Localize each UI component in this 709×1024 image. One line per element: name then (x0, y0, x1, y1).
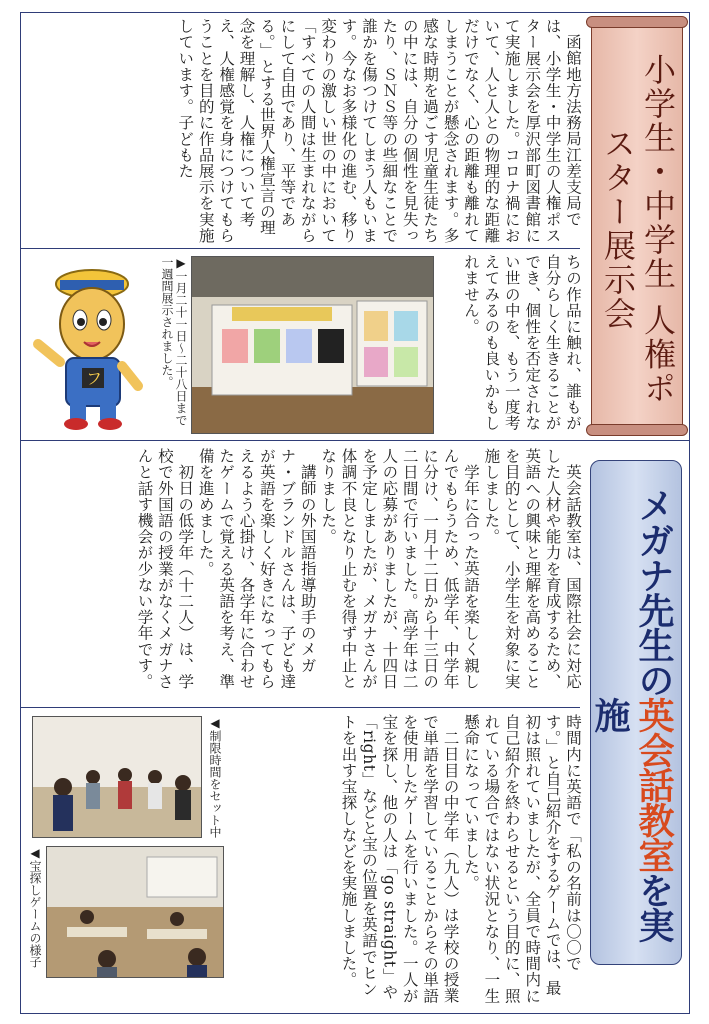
photo-poster (394, 311, 418, 341)
mascot-leg-left (70, 404, 86, 420)
article2-body-bottom (226, 714, 583, 1004)
classroom-photo-2-drawing (47, 847, 224, 978)
photo-poster (286, 329, 312, 363)
photo-person-head (54, 778, 72, 796)
article1-body-top (28, 18, 583, 246)
article2-paragraph-3: 講師の外国語指導助手のメガナ・ブランドルさんは、子ども達が英語を楽しく好きになってもらえるよう心掛け、各学年に合わせたゲームで覚える英語を考え、準備を進めました。 (196, 448, 317, 690)
photo-person-head (80, 910, 94, 924)
photo-person-head (148, 770, 162, 784)
photo-person-head (175, 775, 191, 791)
photo-poster (364, 311, 388, 341)
photo-desk (147, 929, 207, 939)
article1-paragraph-continued: ちの作品に触れ、誰もが自分らしく生きることができ、個性を否定されない世の中を、もう一度考えてみるのも良いかもしれません。 (461, 254, 582, 432)
article1-paragraph: 函館地方法務局江差支局では、小学生・中学生の人権ポスター展示会を厚沢部町図書館にて実施しました。コロナ禍において、人と人との物理的な距離だけでなく、心の距離も離れてしまうことが懸念されます。多感な時期を過ごす児童生徒たちの中には、自分の個性を見失ったり、ＳＮＳ等の些細なことで誰かを傷つけてしまう人もいます。今なお多様化の進む、移り変わりの激しい世の中において「すべての人間は生まれながらにして自由であり、平等である。」とする世界人権宣言の理念を理解し、人権について考え、人権感覚を身につけてもらうことを目的に作品展示を実施しています。子どもた (176, 18, 582, 244)
photo-person-head (86, 770, 100, 784)
photo-person-body (53, 795, 73, 831)
mascot-illustration (30, 262, 150, 432)
photo-poster (394, 347, 418, 377)
article2-paragraph-4: 初日の低学年（十二人）は、学校で外国語の授業がなくメガナさんと話す機会が少ない学年です。 (135, 448, 195, 690)
photo-poster (364, 347, 388, 377)
photo-poster (254, 329, 280, 363)
mascot-badge-letter: フ (86, 369, 103, 388)
article2-caption-1: ◀制限時間をセット中 (208, 716, 222, 838)
scroll-rod-bottom (586, 424, 688, 436)
article2-paragraph-6: 二日目の中学年（九人）は学校の授業で単語を学習していることからその単語を使用したゲームを行いました。一人が宝を探し、他の人は「go straight」や「right」などと宝の位置を英語でヒントを出す宝探しなどを実施しました。 (339, 714, 460, 1004)
article2-title (589, 475, 675, 953)
mascot-leg-right (100, 404, 116, 420)
section-divider-3 (20, 248, 580, 249)
photo-person-head (188, 948, 206, 966)
mascot-pupil-right (99, 318, 107, 326)
mascot-shoe-left (64, 418, 88, 430)
photo-wall (33, 717, 202, 787)
section-divider-2 (20, 707, 580, 708)
photo-person-body (175, 790, 191, 820)
title-part1: メガナ先生の (633, 486, 674, 697)
article1-caption: ▶一月二十一日～二十八日まで一週間展示されました。 (160, 256, 188, 426)
article2-body-top (28, 448, 583, 704)
exhibition-photo (191, 256, 434, 434)
classroom-photo-2 (46, 846, 224, 978)
photo-person-body (97, 967, 117, 978)
title-part2: を実施 (589, 696, 674, 942)
article2-title-box (590, 460, 682, 965)
mascot-head (60, 288, 124, 360)
classroom-photo-1 (32, 716, 202, 838)
article2-paragraph-2: 学年に合った英語を楽しく親しんでもらうため、低学年、中学年に分け、一月十二日から十三日の二日間で行いました。高学年は二人の応募がありましたが、十四日を予定しましたが、メガナさんが体調不良となり止むを得ず中止となりました。 (319, 448, 480, 690)
section-divider-1 (20, 440, 690, 441)
photo-person-head (170, 912, 184, 926)
scroll-rod-top (586, 16, 688, 28)
photo-window (147, 857, 217, 897)
article1-title-scroll (591, 22, 683, 430)
article1-title: 小学生・中学生 人権ポスター展示会 (599, 52, 677, 406)
exhibition-photo-drawing (192, 257, 434, 434)
photo-person-head (98, 950, 116, 968)
mascot-shoe-right (98, 418, 122, 430)
photo-person-body (187, 965, 207, 978)
classroom-photo-1-drawing (33, 717, 202, 838)
article2-paragraph-5: 時間内に英語で「私の名前は〇〇です。」と自己紹介をするゲームでは、最初は照れていましたが、全員で時間内に自己紹介を終わらせるという目的に、照れている場合ではない状況となり、一生懸命になっていました。 (461, 714, 582, 1004)
photo-poster (222, 329, 248, 363)
photo-banner (232, 307, 332, 321)
mascot-pupil-left (77, 318, 85, 326)
article1-body-bottom (438, 254, 583, 436)
photo-person-head (118, 768, 132, 782)
photo-person-body (148, 783, 162, 809)
title-accent: 英会話教室 (633, 696, 674, 872)
photo-person-body (86, 783, 100, 809)
article2-paragraph-1: 英会話教室は、国際社会に対応した人材や能力を育成するため、英語への興味と理解を高めることを目的として、小学生を対象に実施しました。 (482, 448, 582, 690)
photo-desk (67, 927, 127, 937)
article2-caption-2: ◀宝探しゲームの様子 (28, 846, 42, 968)
photo-person-body (118, 781, 132, 809)
mascot-arm-right (122, 366, 138, 386)
photo-poster (318, 329, 344, 363)
mascot-arm-left (38, 344, 60, 362)
photo-ceiling (192, 257, 434, 297)
